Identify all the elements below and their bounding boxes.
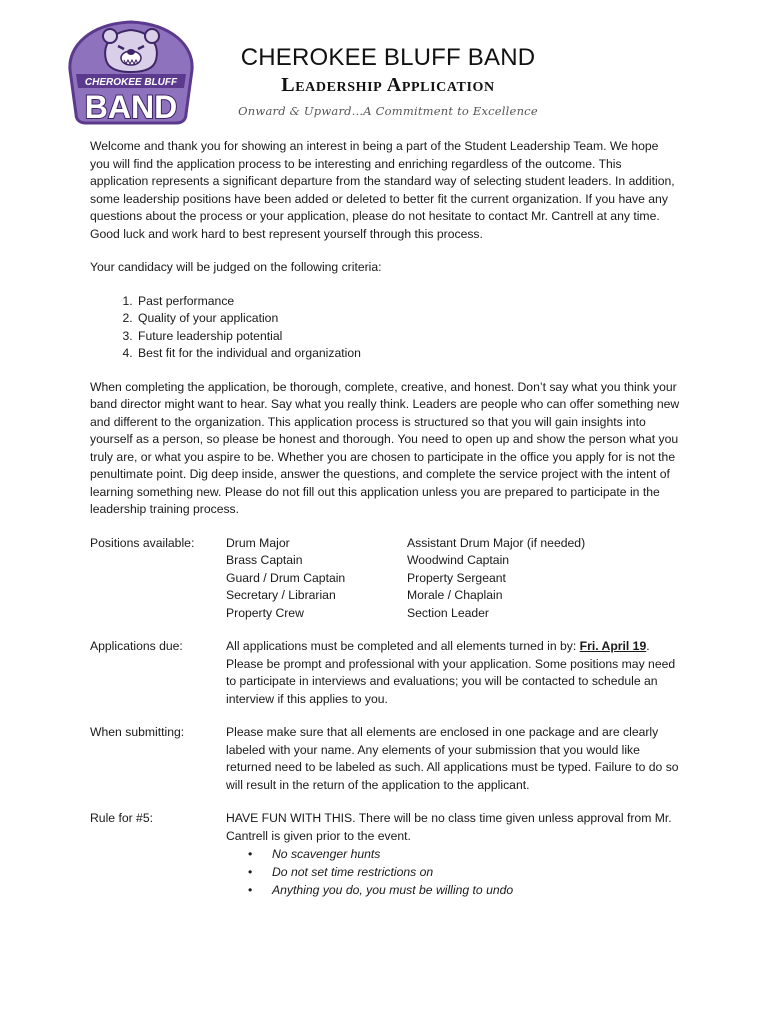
submitting-section [90,724,680,794]
position-item: Guard / Drum Captain [226,570,346,585]
position-item: Property Crew [226,605,304,620]
criteria-intro: Your candidacy will be judged on the following criteria: [90,260,382,274]
rule5-bullet: • Do not set time restrictions on [248,863,680,881]
submitting-text: Please make sure that all elements are enclosed in one package and are clearly labeled with your name. Any elements of your submission that you would like returned need to be labeled as such. All applications must be typed. Failure to do so will result in the return of the application to the applicant. [226,725,679,792]
applications-due-text [226,638,680,708]
position-item: Secretary / Librarian [226,588,336,602]
positions-label: Positions available: [90,535,195,550]
rule5-bullet: • Anything you do, you must be willing to undo [248,881,680,899]
positions-column-2 [407,535,588,623]
positions-list [226,535,680,623]
bear-band-logo [60,18,202,126]
applications-due-section [90,638,680,708]
due-text-before: All applications must be completed and all elements turned in by: [226,639,580,653]
position-item: Morale / Chaplain [407,588,503,602]
position-item: Property Sergeant [407,570,506,585]
rule5-text: HAVE FUN WITH THIS. There will be no class time given unless approval from Mr. Cantrell is given prior to the event. [226,811,672,843]
position-item: Drum Major [226,535,290,550]
logo-band-text: BAND [84,89,178,125]
criteria-item: 2. Quality of your application [136,310,680,328]
criteria-item: 1. Past performance [136,293,680,311]
applications-due-label: Applications due: [90,639,183,653]
due-text-after: . Please be prompt and professional with your application. Some positions may need to participate in interviews and evaluations; you will be contacted to schedule an interview if this applies to you. [226,639,676,706]
bear-icon [103,29,159,72]
document-body [90,138,680,915]
criteria-item: 3. Future leadership potential [136,328,680,346]
logo-school-text: CHEROKEE BLUFF [84,77,178,88]
submitting-label: When submitting: [90,725,185,739]
positions-column-1 [226,535,407,623]
guidance-paragraph: When completing the application, be thorough, complete, creative, and honest. Don’t say what you think your band director might want to hear. Say what you really think. Leaders are people who can offer something new and different to the organization. This application process is structured so that you will gain insights into yourself as a person, so please be honest and thorough. You need to open up and show the person what you truly are, or what you aspire to be. Whether you are chosen to participate in the office you apply for is not the penultimate point. Dig deep inside, answer the questions, and complete the service project with the intent of learning something new. Please do not fill out this application unless you are prepared to participate in the leadership training process. [90,379,680,516]
rule5-bullets [226,845,680,899]
criteria-item: 4. Best fit for the individual and organization [136,345,680,363]
document-subtitle: Leadership Application [281,74,495,96]
position-item: Brass Captain [226,553,303,567]
due-date: Fri. April 19 [579,639,647,653]
criteria-list [90,293,680,363]
rule5-content [226,810,680,899]
rule5-label: Rule for #5: [90,811,154,825]
document-title: CHEROKEE BLUFF BAND [240,44,536,71]
position-item: Woodwind Captain [407,553,510,567]
intro-paragraph: Welcome and thank you for showing an interest in being a part of the Student Leadership Team. We hope you will find the application process to be interesting and enriching regardless of the outcome. This application represents a significant departure from the standard way of selecting student leaders. In addition, some leadership positions have been added or deleted to better fit the current organization. If you have any questions about the process or your application, please do not hesitate to contact Mr. Cantrell at any time. Good luck and work hard to best represent yourself through this process. [90,139,675,241]
position-item: Assistant Drum Major (if needed) [407,535,586,550]
position-item: Section Leader [407,605,489,620]
rule5-section [90,810,680,899]
document-header [210,44,566,118]
positions-section [90,535,680,623]
document-tagline: Onward & Upward...A Commitment to Excellence [238,104,538,118]
rule5-bullet: • No scavenger hunts [248,845,680,863]
